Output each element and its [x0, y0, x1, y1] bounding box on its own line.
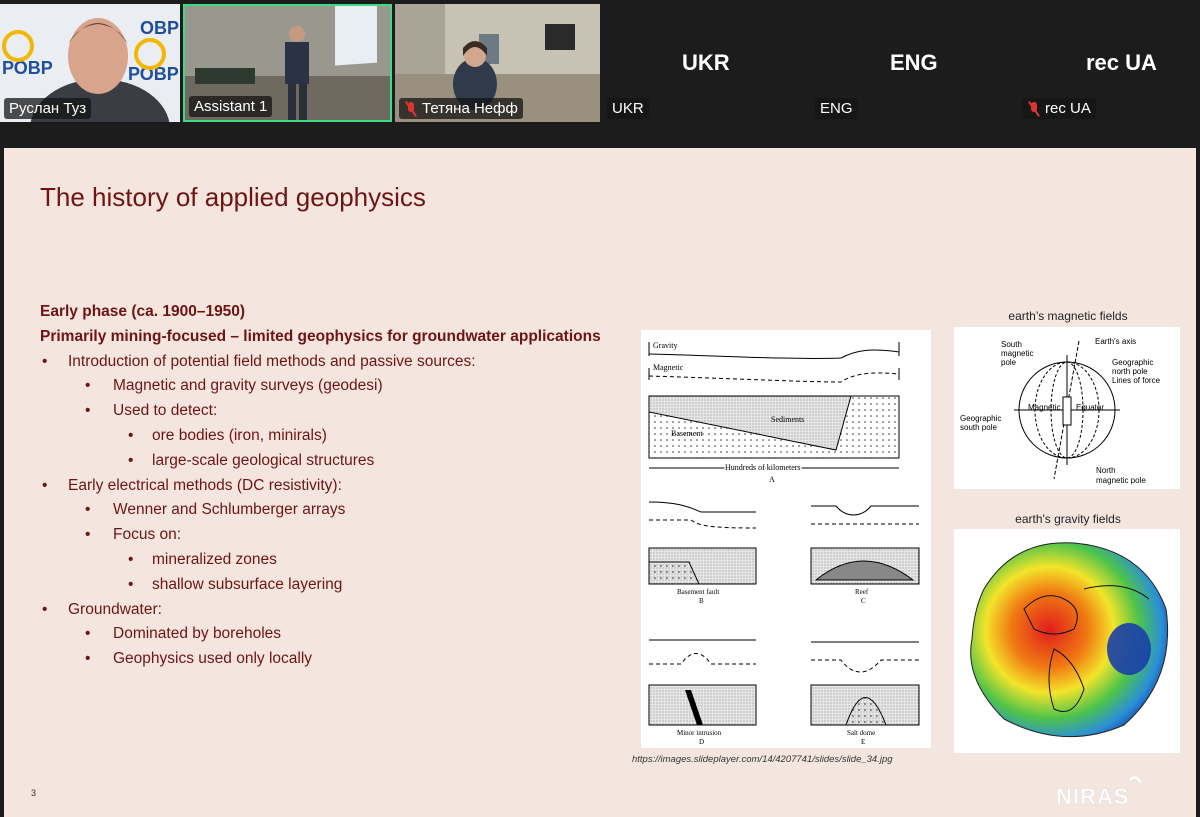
niras-logo-text: NIRAS — [1056, 784, 1130, 808]
image-source-caption: https://images.slideplayer.com/14/4207741/slides/slide_34.jpg — [632, 754, 893, 765]
bullet-level-1: • Introduction of potential field methods and passive sources: — [40, 350, 601, 375]
bullet-level-2: • Magnetic and gravity surveys (geodesi) — [40, 374, 601, 399]
participant-tile-2[interactable] — [183, 4, 392, 122]
bullet-level-3: • shallow subsurface layering — [40, 573, 601, 598]
slide-body — [40, 300, 601, 672]
label-d: D — [699, 738, 705, 746]
label-e: E — [861, 738, 866, 746]
page-number: 3 — [31, 788, 37, 798]
mag-label: Geographic — [960, 414, 1002, 423]
niras-logo — [1054, 774, 1164, 808]
participant-name-4: UKR — [607, 98, 649, 119]
mag-label: Earth's axis — [1095, 337, 1137, 346]
mag-label: pole — [1001, 358, 1017, 367]
gravity-geoid-image — [954, 529, 1180, 753]
magnetic-field-diagram — [954, 327, 1180, 489]
anomaly-diagram-svg — [641, 330, 931, 748]
magnetic-field-svg — [954, 327, 1180, 489]
bullet-level-3: • ore bodies (iron, minirals) — [40, 424, 601, 449]
mic-muted-icon — [404, 101, 418, 117]
participant-name-1: Руслан Туз — [4, 98, 91, 119]
mag-label: Geographic — [1112, 358, 1154, 367]
bullet-level-2: • Focus on: — [40, 523, 601, 548]
participant-name-5: ENG — [815, 98, 858, 119]
audio-tile-title-rec: rec UA — [1086, 50, 1157, 75]
slide-title: The history of applied geophysics — [40, 182, 426, 212]
geophysics-anomaly-diagram — [641, 330, 931, 748]
bullet-level-1: • Groundwater: — [40, 598, 601, 623]
audio-tile-title-ukr: UKR — [682, 50, 730, 75]
audio-tile-title-eng: ENG — [890, 50, 938, 75]
mag-label: magnetic — [1001, 349, 1034, 358]
shared-slide — [4, 148, 1196, 817]
label-basement-fault: Basement fault — [677, 588, 720, 596]
slide-heading-1: Early phase (ca. 1900–1950) — [40, 303, 246, 320]
svg-text:ОВР: ОВР — [140, 18, 180, 38]
label-salt-dome: Salt dome — [847, 729, 876, 737]
label-a: A — [769, 475, 775, 484]
svg-text:РОВР: РОВР — [128, 64, 179, 84]
label-minor-intrusion: Minor intrusion — [677, 729, 722, 737]
label-c: C — [861, 597, 866, 605]
participant-tile-4[interactable] — [603, 4, 807, 122]
label-magnetic: Magnetic — [653, 363, 684, 372]
participant-tile-3[interactable] — [395, 4, 600, 122]
bullet-level-2: • Used to detect: — [40, 399, 601, 424]
bullet-level-2: • Geophysics used only locally — [40, 647, 601, 672]
niras-logo-svg — [1054, 774, 1164, 808]
label-hundreds-km: Hundreds of kilometers — [725, 463, 801, 472]
participant-name-2: Assistant 1 — [189, 96, 272, 117]
mic-muted-icon — [1027, 101, 1041, 117]
bullet-level-3: • mineralized zones — [40, 548, 601, 573]
participant-tile-5[interactable] — [811, 4, 1015, 122]
mag-label: South — [1001, 340, 1022, 349]
mag-label: Equator — [1076, 403, 1105, 412]
label-sediments: Sediments — [771, 415, 805, 424]
mag-label: Magnetic — [1028, 403, 1061, 412]
slide-heading-2: Primarily mining-focused – limited geophysics for groundwater applications — [40, 327, 601, 345]
mag-label: north pole — [1112, 367, 1148, 376]
magnetic-fields-caption: earth’s magnetic fields — [1008, 309, 1128, 323]
bullet-level-1: • Early electrical methods (DC resistivity): — [40, 474, 601, 499]
geoid-svg — [954, 529, 1180, 753]
participant-tile-1[interactable] — [0, 4, 180, 122]
participant-name-3: Тетяна Нефф — [399, 98, 523, 119]
mag-label: North — [1096, 466, 1116, 475]
bullet-level-2: • Wenner and Schlumberger arrays — [40, 498, 601, 523]
label-b: B — [699, 597, 704, 605]
svg-text:РОВР: РОВР — [2, 58, 53, 78]
mag-label: magnetic pole — [1096, 476, 1146, 485]
label-reef: Reef — [855, 588, 869, 596]
mag-label: south pole — [960, 423, 997, 432]
label-basement: Basement — [671, 429, 703, 438]
gravity-fields-caption: earth's gravity fields — [1015, 512, 1121, 526]
bullet-level-2: • Dominated by boreholes — [40, 622, 601, 647]
video-strip — [0, 0, 1200, 148]
participant-name-6: rec UA — [1022, 98, 1096, 119]
participant-tile-6[interactable] — [1018, 4, 1200, 122]
mag-label: Lines of force — [1112, 376, 1161, 385]
bullet-level-3: • large-scale geological structures — [40, 449, 601, 474]
label-gravity: Gravity — [653, 341, 678, 350]
